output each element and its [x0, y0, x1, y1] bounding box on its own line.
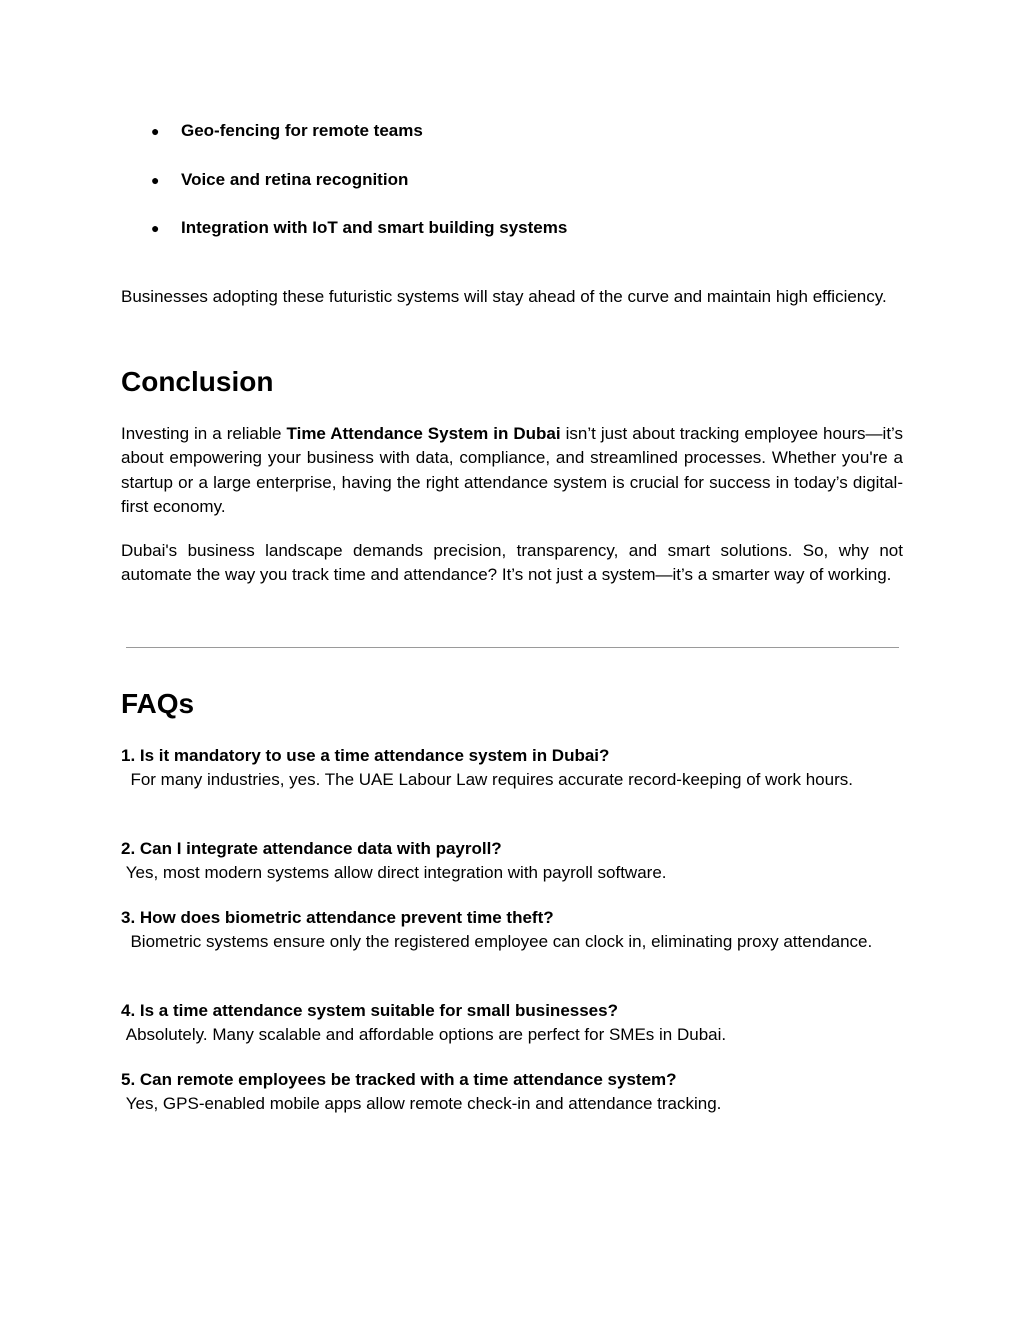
faq-answer: Yes, most modern systems allow direct integration with payroll software.: [121, 863, 667, 883]
bullet-text: Voice and retina recognition: [181, 169, 409, 189]
conclusion-p1-keyword: Time Attendance System in Dubai: [286, 424, 561, 443]
faq-question: 4. Is a time attendance system suitable for small businesses?: [121, 1001, 618, 1020]
feature-bullet-list: [121, 119, 903, 265]
bullet-icon: ●: [151, 220, 160, 236]
bullet-text: Integration with IoT and smart building systems: [181, 218, 568, 237]
bullet-item: [121, 216, 903, 240]
faq-answer: For many industries, yes. The UAE Labour Law requires accurate record-keeping of work hours.: [121, 770, 853, 790]
horizontal-divider: [126, 647, 899, 648]
bullet-icon: ●: [151, 123, 160, 139]
faq-question: 3. How does biometric attendance prevent time theft?: [121, 908, 554, 927]
faq-item: [121, 906, 903, 955]
faqs-heading: FAQs: [121, 688, 195, 719]
faq-answer: Biometric systems ensure only the registered employee can clock in, eliminating proxy attendance.: [121, 932, 873, 952]
conclusion-p1-after: isn’t just about tracking employee hours—it’s about empowering your business with data, compliance, and streamlined processes. Whether you're a startup or a large enterprise, having the right attendance system is crucial for success in today’s digital-first economy.: [121, 424, 904, 516]
faq-item: [121, 1068, 903, 1117]
intro-paragraph: Businesses adopting these futuristic systems will stay ahead of the curve and maintain high efficiency.: [121, 287, 887, 306]
faq-question: 2. Can I integrate attendance data with payroll?: [121, 839, 502, 858]
bullet-item: [121, 119, 903, 143]
faq-item: [121, 999, 903, 1048]
bullet-item: [121, 168, 903, 192]
faq-question: 1. Is it mandatory to use a time attendance system in Dubai?: [121, 746, 610, 765]
bullet-icon: ●: [151, 171, 160, 188]
conclusion-p1-before: Investing in a reliable: [121, 424, 287, 443]
faq-answer: Yes, GPS-enabled mobile apps allow remote check-in and attendance tracking.: [121, 1094, 722, 1114]
conclusion-paragraph-2: Dubai's business landscape demands precision, transparency, and smart solutions. So, why not automate the way you track time and attendance? It’s not just a system—it’s a smarter way of working.: [121, 541, 903, 585]
faq-answer: Absolutely. Many scalable and affordable options are perfect for SMEs in Dubai.: [121, 1025, 727, 1045]
bullet-text: Geo-fencing for remote teams: [181, 121, 423, 140]
conclusion-heading: Conclusion: [121, 366, 274, 397]
faq-item: [121, 837, 903, 886]
conclusion-paragraph-1: [121, 422, 903, 519]
faq-item: [121, 744, 903, 793]
faq-question: 5. Can remote employees be tracked with a time attendance system?: [121, 1070, 677, 1089]
